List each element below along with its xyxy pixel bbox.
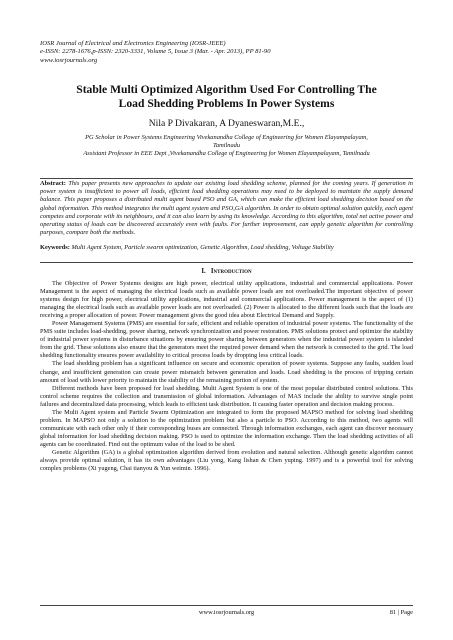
- authors: Nila P Divakaran, A Dyaneswaran,M.E.,: [148, 118, 305, 129]
- keywords-label: Keywords:: [40, 244, 70, 251]
- paragraph: The load shedding problem has a significant influence on secure and economic operation of power systems. Suppose any faults, sudden load change, and insufficient generation can create power mismatch between generation and loads. Load shedding is the process of tripping certain amount of load with lower priority to maintain the stability of the remaining portion of system.: [40, 360, 413, 384]
- paragraph: Genetic Algorithm (GA) is a global optimization algorithm derived from evolution and natural selection. Although genetic algorithm cannot always provide optimal solution, it has its own advantages (Liu yong, Kang lishan & Chen yuping. 1997) and is a powerful tool for solving complex problems (Xi yugeng, Chai tianyou & Yun weimin. 1996).: [40, 448, 413, 473]
- affiliation-1-cont: Tamilnadu: [212, 142, 241, 149]
- abstract-text: This paper presents new approaches to update our existing load shedding scheme, planned for the coming years. If generation in power system is insufficient to power all loads, efficient load shedding operations may need to be deployed to maintain the supply demand balance. This paper proposes a distributed multi agent based PSO and GA, which can make the efficient load shedding decision based on the global information. This method integrates the multi agent system and PSO,GA algorithm. In order to obtain optimal solution quickly, each agent competes and corporate with its neighbours, and it can also learn by using its knowledge. According to this algorithm, total net active power and operating status of loads can be discovered accurately even with faults. For further improvement, can apply genetic algorithm for controlling purposes, compare both the methods.: [40, 180, 413, 237]
- journal-name: IOSR Journal of Electrical and Electronics Engineering (IOSR-JEEE): [40, 40, 226, 47]
- section-title: Introduction: [210, 268, 252, 275]
- abstract-bottom-rule: [40, 262, 413, 263]
- journal-issn: e-ISSN: 2278-1676,p-ISSN: 2320-3331, Volume 5, Issue 3 (Mar. - Apr. 2013), PP 81-90: [40, 48, 271, 56]
- section-number: I.: [201, 268, 206, 275]
- journal-site: www.iosrjournals.org: [40, 56, 98, 64]
- page-number: 81 | Page: [389, 609, 413, 616]
- affiliations: [40, 134, 413, 158]
- paragraph: The Objective of Power Systems designs are high power, electrical utility applications, industrial and commercial applications. Power Management is the aspect of managing the electrical loads such as available power loads are not overloaded.The important objective of power systems design for high power, electrical utility applications, industrial and commercial applications. Power management is the aspect of (1) managing the electrical loads such as available power loads are not overloaded. (2) Power is allocated to the different loads such that the loads are receiving a proper allocation of power. Power management gives the good idea about Electrical Demand and Supply.: [40, 280, 413, 320]
- abstract-top-rule: [40, 178, 413, 179]
- section-heading: [40, 268, 413, 275]
- paper-title: [30, 83, 423, 111]
- abstract: [40, 180, 413, 237]
- keywords: [40, 244, 413, 252]
- keywords-text: Multi Agent System, Particle swarm optimization, Genetic Algorithm, Load shedding, Voltage Stability: [71, 244, 334, 251]
- title-line-1: Stable Multi Optimized Algorithm Used For Controlling The: [76, 83, 377, 96]
- journal-header: [40, 40, 271, 65]
- abstract-label: Abstract:: [40, 180, 66, 187]
- paragraph: Power Management Systems (PMS) are essential for safe, efficient and reliable operation of industrial power systems. The functionality of the PMS suite includes load-shedding, power sharing, network synchronization and power restoration. PMS solutions protect and optimize the stability of industrial power systems in disturbance situations by ensuring power sharing between generators when the industrial power system is islanded from the grid. These solutions also ensure that the generators meet the required power demand when the network is connected to the grid. The load shedding functionality ensures power availability to critical process loads by dropping less critical loads.: [40, 320, 413, 360]
- footer-site: www.iosrjournals.org: [198, 609, 255, 616]
- footer-rule: [40, 605, 413, 606]
- paragraph: The Multi Agent system and Particle Swarm Optimization are integrated to form the proposed MAPSO method for solving load shedding problem. In MAPSO not only a solution to the optimization problem but also a particle to PSO. According to this method, two agents will communicate with each other only if their corresponding buses are connected. Through information exchanges, each agent can discover necessary global information for load shedding decision making. PSO is used to optimize the information exchange. Then the load shedding activities of all agents can be coordinated. Find out the optimum value of the load to be shed.: [40, 408, 413, 448]
- paragraph: Different methods have been proposed for load shedding. Multi Agent System is one of the most popular distributed control solutions. This control scheme requires the collection and transmission of global information. Advantages of MAS include the ability to survive single point failures and decentralized data processing, which leads to efficient task distribution. It causing faster operation and decision making process.: [40, 384, 413, 408]
- title-line-2: Load Shedding Problems In Power Systems: [118, 97, 335, 110]
- body-text: [40, 280, 413, 473]
- affiliation-2: Assistant Professor in EEE Dept ,Vivekanandha College of Engineering for Women Elayampalayam, Tamilnadu: [83, 150, 370, 157]
- affiliation-1: PG Scholar in Power Systems Engineering Vivekanandha College of Engineering for Women Elayampalayam,: [85, 134, 368, 141]
